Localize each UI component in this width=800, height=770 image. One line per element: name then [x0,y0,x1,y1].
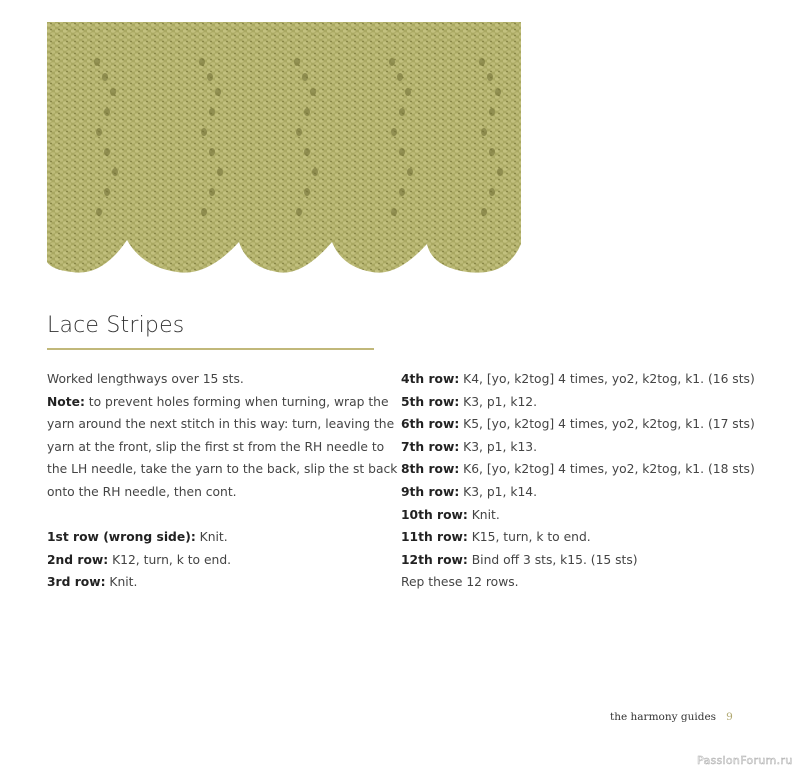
row-instruction: 12th row: Bind off 3 sts, k15. (15 sts) [401,552,638,567]
instructions-right-column [401,368,755,594]
row-instruction: 8th row: K6, [yo, k2tog] 4 times, yo2, k2tog, k1. (18 sts) [401,462,755,477]
knitted-swatch-photo [47,22,521,274]
page-number: 9 [726,711,733,723]
row-instruction: 7th row: K3, p1, k13. [401,439,538,454]
intro-line: Worked lengthways over 15 sts. [47,372,244,386]
section-title: Lace Stripes [47,313,185,338]
repeat-instruction: Rep these 12 rows. [401,575,519,590]
note-line: the LH needle, take the yarn to the back, slip the st back [47,462,398,477]
row-instruction: 5th row: K3, p1, k12. [401,394,538,409]
note-line: yarn around the next stitch in this way: turn, leaving the [47,417,395,432]
instructions-left-column [47,368,397,594]
row-instruction: 2nd row: K12, turn, k to end. [47,552,232,567]
title-underline [47,348,374,350]
note-line: Note: to prevent holes forming when turning, wrap the [47,394,389,409]
note-line: onto the RH needle, then cont. [47,484,237,499]
row-instruction: 3rd row: Knit. [47,575,138,590]
row-instruction: 9th row: K3, p1, k14. [401,484,538,499]
row-instruction: 10th row: Knit. [401,507,500,522]
row-instruction: 1st row (wrong side): Knit. [47,530,228,545]
row-instruction: 6th row: K5, [yo, k2tog] 4 times, yo2, k2tog, k1. (17 sts) [401,417,755,432]
book-title: the harmony guides [610,711,717,723]
note-line: yarn at the front, slip the first st from the RH needle to [47,439,385,454]
note-label: Note: [47,394,85,409]
row-instruction: 11th row: K15, turn, k to end. [401,530,591,545]
row-instruction: 4th row: K4, [yo, k2tog] 4 times, yo2, k2tog, k1. (16 sts) [401,372,755,386]
page-footer [610,711,733,723]
watermark: PassionForum.ru [697,754,793,767]
